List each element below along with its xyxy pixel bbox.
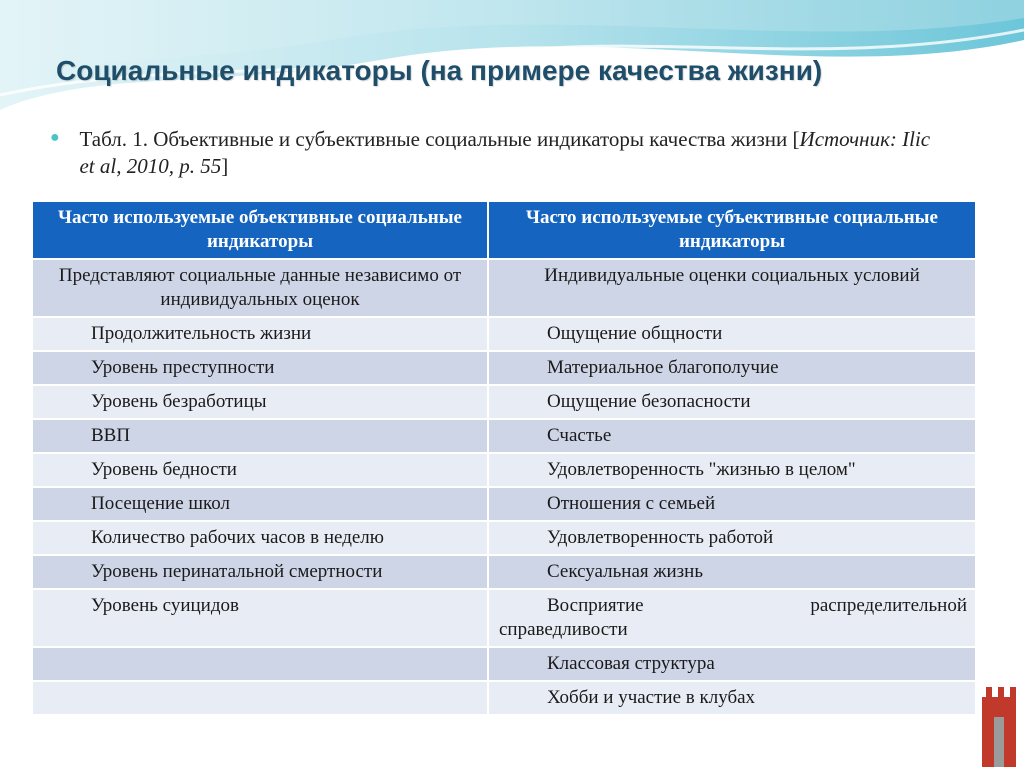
subjective-cell: Отношения с семьей [488, 487, 976, 521]
table-row [32, 555, 976, 589]
header-subjective: Часто используемые субъективные социальные индикаторы [488, 201, 976, 259]
objective-cell [32, 681, 488, 715]
subjective-cell [488, 589, 976, 647]
objective-cell: Продолжительность жизни [32, 317, 488, 351]
caption-text: Табл. 1. Объективные и субъективные социальные индикаторы качества жизни [ [79, 127, 800, 151]
table-header-row [32, 201, 976, 259]
caption-source: Источник: Ilic et al, 2010, p. 55 [79, 127, 931, 178]
perception-first-line [499, 594, 967, 618]
perception-word-3: справедливости [499, 619, 628, 640]
corner-logo-icon [976, 677, 1024, 767]
subjective-cell: Материальное благополучие [488, 351, 976, 385]
subjective-cell: Классовая структура [488, 647, 976, 681]
objective-cell: Посещение школ [32, 487, 488, 521]
objective-cell: ВВП [32, 419, 488, 453]
table-row [32, 385, 976, 419]
subjective-cell: Сексуальная жизнь [488, 555, 976, 589]
subjective-cell: Удовлетворенность "жизнью в целом" [488, 453, 976, 487]
perception-word-2: распределительной [810, 595, 967, 616]
indicators-table [31, 200, 977, 716]
subjective-cell: Хобби и участие в клубах [488, 681, 976, 715]
subjective-cell: Счастье [488, 419, 976, 453]
subjective-cell: Удовлетворенность работой [488, 521, 976, 555]
objective-cell: Уровень перинатальной смертности [32, 555, 488, 589]
header-objective: Часто используемые объективные социальные индикаторы [32, 201, 488, 259]
caption-close: ] [221, 154, 229, 178]
table-row [32, 681, 976, 715]
table-row [32, 317, 976, 351]
objective-cell: Уровень безработицы [32, 385, 488, 419]
table-row [32, 589, 976, 647]
perception-word-1: Восприятие [547, 595, 644, 616]
objective-cell: Количество рабочих часов в неделю [32, 521, 488, 555]
subjective-cell: Ощущение безопасности [488, 385, 976, 419]
slide-title: Социальные индикаторы (на примере качества жизни) [56, 55, 823, 86]
objective-cell: Уровень преступности [32, 351, 488, 385]
table-caption [79, 126, 950, 180]
definition-objective: Представляют социальные данные независимо от индивидуальных оценок [32, 259, 488, 317]
subjective-cell: Ощущение общности [488, 317, 976, 351]
table-row [32, 521, 976, 555]
table-row [32, 351, 976, 385]
objective-cell: Уровень суицидов [32, 589, 488, 647]
bullet-icon: ● [50, 129, 60, 146]
definition-subjective: Индивидуальные оценки социальных условий [488, 259, 976, 317]
definition-row [32, 259, 976, 317]
table-row [32, 487, 976, 521]
caption-bullet [50, 126, 950, 180]
objective-cell: Уровень бедности [32, 453, 488, 487]
table-row [32, 453, 976, 487]
table-row [32, 647, 976, 681]
table-row [32, 419, 976, 453]
objective-cell [32, 647, 488, 681]
